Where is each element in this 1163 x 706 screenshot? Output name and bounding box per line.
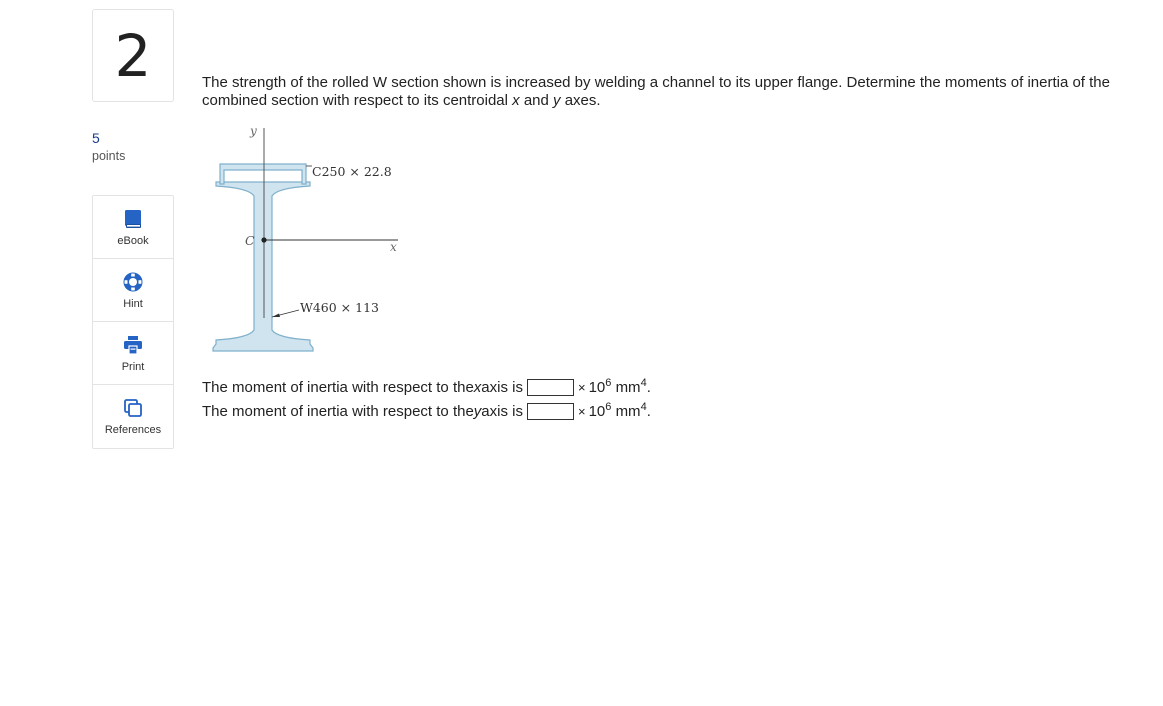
lifebuoy-icon	[122, 271, 144, 293]
w-section-label: W460 × 113	[300, 300, 379, 315]
iy-unit: $10^6$ $mm^4$.	[588, 401, 651, 420]
y-variable: y	[553, 92, 561, 109]
cross-section-figure	[202, 118, 412, 358]
hint-button[interactable]	[93, 259, 173, 322]
iy-answer-input[interactable]	[527, 403, 574, 420]
copy-icon	[122, 397, 144, 419]
y-axis-label: y	[250, 124, 257, 138]
centroid-label: C	[245, 233, 255, 248]
tools-panel	[92, 195, 174, 449]
printer-icon	[122, 334, 144, 356]
channel-shape	[220, 164, 306, 184]
w-leader-arrow	[272, 314, 280, 318]
ix-unit: $10^6$ $mm^4$.	[588, 377, 651, 396]
x-axis-label: x	[390, 240, 397, 254]
points-label: points	[92, 149, 126, 163]
centroid-point	[261, 237, 266, 242]
cross-section-drawing	[202, 118, 412, 358]
ix-answer-input[interactable]	[527, 379, 574, 396]
references-button[interactable]	[93, 385, 173, 448]
answer-row-y: The moment of inertia with respect to the y axis is × $10^6$ $mm^4$.	[202, 401, 651, 420]
points-block	[92, 130, 125, 163]
question-number-box	[92, 9, 174, 102]
ebook-label: eBook	[117, 234, 149, 247]
x-variable: x	[512, 92, 520, 109]
references-label: References	[104, 424, 162, 436]
ebook-button[interactable]	[93, 196, 173, 259]
print-label: Print	[121, 360, 145, 373]
points-value: 5	[92, 130, 100, 146]
answer-row-x: The moment of inertia with respect to the x axis is × $10^6$ $mm^4$.	[202, 377, 651, 396]
print-button[interactable]	[93, 322, 173, 385]
question-text: The strength of the rolled W section shown is increased by welding a channel to its upper flange. Determine the moments of inertia of the combined section with respect to its centroidal x and y axes.	[202, 74, 1110, 109]
w-section-shape	[213, 182, 313, 351]
hint-label: Hint	[123, 297, 143, 310]
question-number: 2	[114, 21, 152, 90]
channel-label: C250 × 22.8	[312, 164, 392, 179]
book-icon	[122, 208, 144, 230]
